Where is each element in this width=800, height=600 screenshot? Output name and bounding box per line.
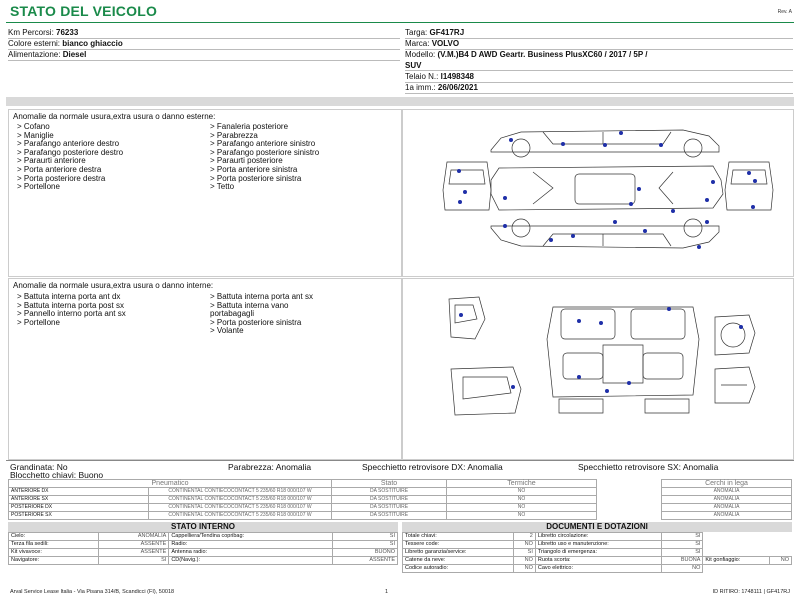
anomaly-item: > Porta anteriore sinistra [210,164,298,174]
tyre-cell: ANOMALIA [662,504,792,512]
info-label: Cavo elettrico: [535,565,662,573]
specchietto-sx-text: Specchietto retrovisore SX: Anomalia [578,462,719,472]
tyre-cell: POSTERIORE DX [9,504,149,512]
stato-interno-table [8,532,398,565]
modello-value: (V.M.)B4 D AWD Geartr. Business PlusXC60 / 2017 / 5P / [437,50,648,59]
tyre-cell: POSTERIORE SX [9,512,149,520]
marca-value: VOLVO [431,39,460,48]
info-row [403,541,792,549]
anomaly-item: > Portellone [17,182,60,192]
info-label: CD(Navig.): [169,557,333,565]
tyre-cell: DA SOSTITUIRE [332,488,447,496]
info-value: SI [662,541,703,549]
info-label: Terza fila sedili: [9,541,99,549]
info-value: SI [513,549,535,557]
info-value: SI [333,533,398,541]
documenti-table [402,532,792,573]
info-value: NO [662,565,703,573]
tyre-gap [597,512,662,520]
info-row [9,533,398,541]
info-row [403,557,792,565]
info-label: Ruota scorta: [535,557,662,565]
tyre-cell: CONTINENTAL CONTIECOCONTACT 5 235/60 R18 000/107 W [149,496,332,504]
info-row [403,549,792,557]
tyre-cell: CONTINENTAL CONTIECOCONTACT 5 235/60 R18 000/107 W [149,504,332,512]
tyre-row [9,488,792,496]
documenti-header: DOCUMENTI E DOTAZIONI [402,522,792,532]
modello-row [405,49,793,71]
km-label: Km Percorsi: [8,28,54,37]
info-label: Navigatore: [9,557,99,565]
external-list-2 [210,123,319,192]
info-value: NO [513,541,535,549]
anomaly-item: > Volante [210,326,244,336]
anomaly-item: > Cofano [17,122,50,131]
info-label: Radio: [169,541,333,549]
revision-label: Rev. A [777,9,792,15]
anomaly-item: > Porta posteriore sinistra [210,173,302,183]
anomaly-item: > Battuta interna porta post sx [17,300,124,310]
internal-diagram-panel [402,278,794,460]
tyres-header-termiche: Termiche [447,480,597,488]
info-value: SI [333,541,398,549]
info-value: ASSENTE [333,557,398,565]
targa-label: Targa: [405,28,428,37]
tyre-gap [597,488,662,496]
tyre-row [9,512,792,520]
anomaly-item: > Porta posteriore sinistra [210,317,302,327]
info-row [403,565,792,573]
info-value: NO [513,565,535,573]
tyre-cell: DA SOSTITUIRE [332,512,447,520]
tyre-cell: CONTINENTAL CONTIECOCONTACT 5 235/60 R18 000/107 W [149,512,332,520]
info-value: NO [513,557,535,565]
info-label: Kit gonfiaggio: [703,557,769,565]
tyre-gap [597,504,662,512]
info-label: Libretto garanzia/service: [403,549,514,557]
info-value: BUONO [333,549,398,557]
tyres-header-cerchi: Cerchi in lega [662,480,792,488]
external-diagram-panel [402,109,794,277]
info-value: SI [662,533,703,541]
anomaly-item: > Battuta interna porta ant dx [17,292,121,301]
modello-label: Modello: [405,50,436,59]
grandinata-text: Grandinata: No [10,462,68,472]
tyre-cell: ANOMALIA [662,496,792,504]
anomaly-item: > Porta anteriore destra [17,164,102,174]
imm-row [405,82,793,94]
tyre-gap [597,496,662,504]
info-label: Codice autoradio: [403,565,514,573]
stato-interno-header: STATO INTERNO [8,522,398,532]
modello-value-2: SUV [405,61,422,70]
imm-label: 1a imm.: [405,83,436,92]
anomaly-item: > Parafango posteriore destro [17,147,124,157]
info-value: ASSENTE [98,541,168,549]
tyre-cell: ANTERIORE DX [9,488,149,496]
anomaly-item: > Parabrezza [210,130,258,140]
tyre-cell: ANTERIORE SX [9,496,149,504]
info-value: SI [662,549,703,557]
tyre-row [9,504,792,512]
anomaly-item: > Battuta interna porta ant sx [210,292,313,301]
imm-value: 26/06/2021 [437,83,478,92]
fuel-row [8,49,400,61]
info-value: 2 [513,533,535,541]
info-value: BUONA [662,557,703,565]
tyres-header-pneumatico: Pneumatico [9,480,332,488]
car-interior-diagram [403,279,793,459]
parabrezza-text: Parabrezza: Anomalia [228,462,312,472]
footer-id: ID RITIRO: 1748111 | GF417RJ [712,589,790,595]
anomaly-item: > Fanaleria posteriore [210,122,289,131]
color-label: Colore esterni: [8,39,61,48]
anomaly-item: > Portellone [17,317,60,327]
tyre-cell: NO [447,496,597,504]
tyres-header-gap [597,480,662,488]
telaio-value: I1498348 [440,72,474,81]
tyre-cell: ANOMALIA [662,512,792,520]
summary-divider [6,460,794,461]
info-label: Kit vivavoce: [9,549,99,557]
info-value: ASSENTE [98,549,168,557]
anomaly-item: > Paraurti posteriore [210,156,283,166]
page-title: STATO DEL VEICOLO [10,3,158,19]
tyres-table [8,479,792,520]
anomaly-item: > Porta posteriore destra [17,173,106,183]
info-label: Cielo: [9,533,99,541]
fuel-value: Diesel [62,50,87,59]
info-label: Totale chiavi: [403,533,514,541]
info-row [9,557,398,565]
anomaly-item: > Parafango posteriore sinistro [210,147,320,157]
info-label: Antenna radio: [169,549,333,557]
fuel-label: Alimentazione: [8,50,61,59]
external-list-1 [17,123,123,192]
info-label: Tessere code: [403,541,514,549]
tyres-header-stato: Stato [332,480,447,488]
internal-list-2 [210,293,313,336]
internal-list-1 [17,293,126,327]
anomaly-item: > Pannello interno porta ant sx [17,309,126,319]
marca-label: Marca: [405,39,430,48]
info-row [9,541,398,549]
anomaly-item: > Battuta interna vano [210,300,289,310]
footer-page-number: 1 [385,589,389,595]
blocchetto-text: Blocchetto chiavi: Buono [10,470,104,480]
info-label: Cappelliera/Tendina copribag: [169,533,333,541]
tyre-cell: NO [447,512,597,520]
info-value: NO [769,557,791,565]
internal-title: Anomalie da normale usura,extra usura o danno interne: [13,281,214,290]
anomaly-item: > Tetto [210,182,235,192]
km-value: 76233 [56,28,79,37]
info-value: SI [98,557,168,565]
info-label: Libretto circolazione: [535,533,662,541]
external-title: Anomalie da normale usura,extra usura o danno esterne: [13,112,216,121]
tyre-cell: NO [447,504,597,512]
tyre-cell: DA SOSTITUIRE [332,504,447,512]
targa-value: GF417RJ [429,28,465,37]
footer-address: Arval Service Lease Italia - Via Pisana 314/B, Scandicci (FI), 50018 [10,589,175,595]
color-value: bianco ghiaccio [62,39,123,48]
info-value: ANOMALIA [98,533,168,541]
info-label: Libretto uso e manutenzione: [535,541,662,549]
info-label: Triangolo di emergenza: [535,549,662,557]
info-row [9,549,398,557]
telaio-label: Telaio N.: [405,72,439,81]
anomaly-item: > Maniglie [17,130,54,140]
section-separator [6,97,794,106]
info-row [403,533,792,541]
tyre-cell: CONTINENTAL CONTIECOCONTACT 5 235/60 R18 000/107 W [149,488,332,496]
tyre-cell: DA SOSTITUIRE [332,496,447,504]
car-exterior-diagram [403,110,793,276]
anomaly-item: > Parafango anteriore sinistro [210,139,316,149]
tyre-cell: ANOMALIA [662,488,792,496]
title-divider [6,22,794,23]
anomaly-item: portabagagli [210,309,255,319]
info-label: Catene da neve: [403,557,514,565]
tyre-row [9,496,792,504]
anomaly-item: > Paraurti anteriore [17,156,86,166]
tyre-cell: NO [447,488,597,496]
anomaly-item: > Parafango anteriore destro [17,139,120,149]
specchietto-dx-text: Specchietto retrovisore DX: Anomalia [362,462,503,472]
